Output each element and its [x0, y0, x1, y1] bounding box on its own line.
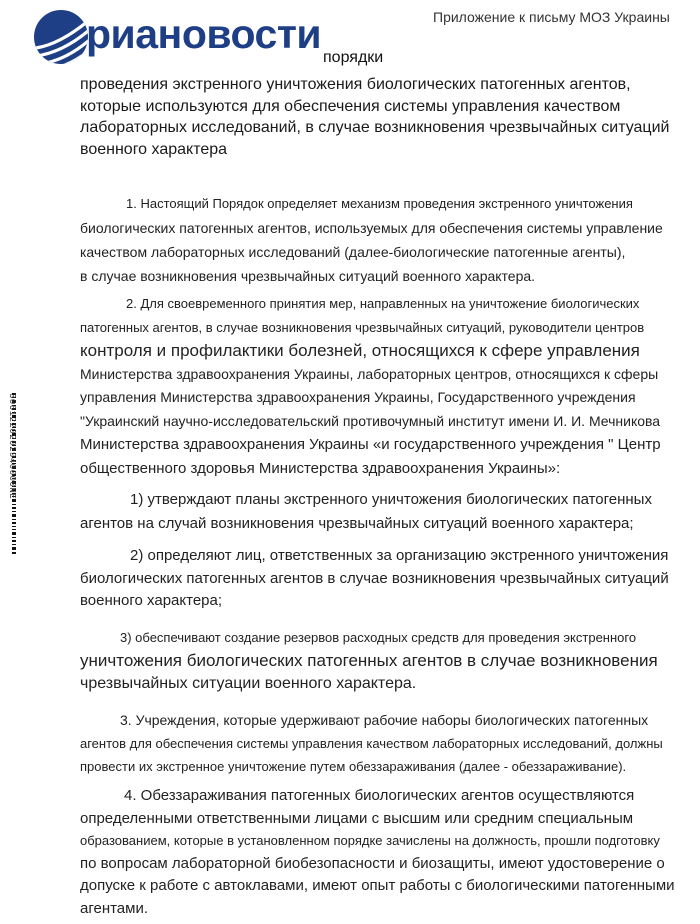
text-line: военного характера; [80, 592, 223, 609]
paragraph-2 [80, 292, 670, 480]
text-line: уничтожения биологических патогенных агентов в случае возникновения [80, 651, 658, 670]
logo-wordmark: риановости [86, 11, 322, 57]
text-line: провести их экстренное уничтожение путем обеззараживания (далее - обеззараживание). [80, 759, 627, 774]
text-line: "Украинский научно-исследовательский противочумный институт имени И. И. Мечникова [80, 412, 661, 429]
globe-logo-icon [32, 8, 90, 66]
barcode-number: 3061220202940000NE [7, 393, 17, 500]
title-line: военного характера [80, 140, 228, 158]
text-line: контроля и профилактики болезней, относящихся к сфере управления [80, 341, 640, 360]
text-line: агентами. [80, 899, 149, 917]
text-line: агентов для обеспечения системы управления качеством лабораторных исследований, должны [80, 736, 663, 751]
text-line: по вопросам лабораторной биобезопасности и биозащиты, имеют удостоверение о [80, 854, 665, 872]
text-line: в случае возникновения чрезвычайных ситуаций военного характера. [80, 268, 536, 284]
text-line: допуске к работе с автоклавами, имеют опыт работы с биологическими патогенными [80, 877, 675, 894]
text-line: 2) определяют лиц, ответственных за организацию экстренного уничтожения [130, 547, 669, 564]
document-heading: порядки [323, 49, 384, 66]
text-line: 1) утверждают планы экстренного уничтожения биологических патогенных [130, 491, 652, 508]
paragraph-3 [80, 709, 670, 778]
subitem-3 [80, 626, 670, 695]
title-line: лабораторных исследований, в случае возникновения чрезвычайных ситуаций [80, 119, 670, 136]
text-line: агентов на случай возникновения чрезвычайных ситуаций военного характера; [80, 515, 634, 532]
title-line: проведения экстренного уничтожения биологических патогенных агентов, [80, 76, 631, 93]
subitem-2 [80, 545, 670, 613]
appendix-note: Приложение к письму МОЗ Украины [433, 9, 670, 25]
text-line: 1. Настоящий Порядок определяет механизм проведения экстренного уничтожения [126, 196, 633, 211]
text-line: Министерства здравоохранения Украины «и государственного учреждения " Центр [80, 436, 661, 453]
document-title [80, 74, 680, 160]
text-line: общественного здоровья Министерства здравоохранения Украины»: [80, 459, 561, 477]
text-line: управления Министерства здравоохранения Украины, Государственного учреждения [80, 389, 636, 405]
text-line: образованием, которые в установленном порядке зачислены на должность, прошли подготовку [80, 833, 660, 848]
text-line: 3. Учреждения, которые удерживают рабочие наборы биологических патогенных [120, 712, 649, 728]
paragraph-1 [80, 192, 670, 288]
text-line: 2. Для своевременного принятия мер, направленных на уничтожение биологических [126, 296, 640, 311]
text-line: Министерства здравоохранения Украины, лабораторных центров, относящихся к сферы [80, 365, 659, 382]
subitem-1 [80, 488, 670, 536]
text-line: определенными ответственными лицами с высшим или средним специальным [80, 809, 634, 827]
text-line: 3) обеспечивают создание резервов расходных средств для проведения экстренного [120, 630, 637, 645]
text-line: патогенных агентов, в случае возникновения чрезвычайных ситуаций, руководители центров [80, 319, 645, 335]
text-line: чрезвычайных ситуации военного характера. [80, 675, 417, 692]
text-line: 4. Обеззараживания патогенных биологических агентов осуществляются [124, 787, 635, 804]
ria-novosti-logo [32, 8, 352, 68]
title-line: которые используются для обеспечения системы управления качеством [80, 97, 621, 115]
text-line: качеством лабораторных исследований (далее-биологические патогенные агенты), [80, 244, 626, 260]
text-line: биологических патогенных агентов, используемых для обеспечения системы управление [80, 220, 663, 236]
text-line: биологических патогенных агентов в случае возникновения чрезвычайных ситуаций [80, 569, 669, 587]
paragraph-4 [80, 785, 675, 920]
